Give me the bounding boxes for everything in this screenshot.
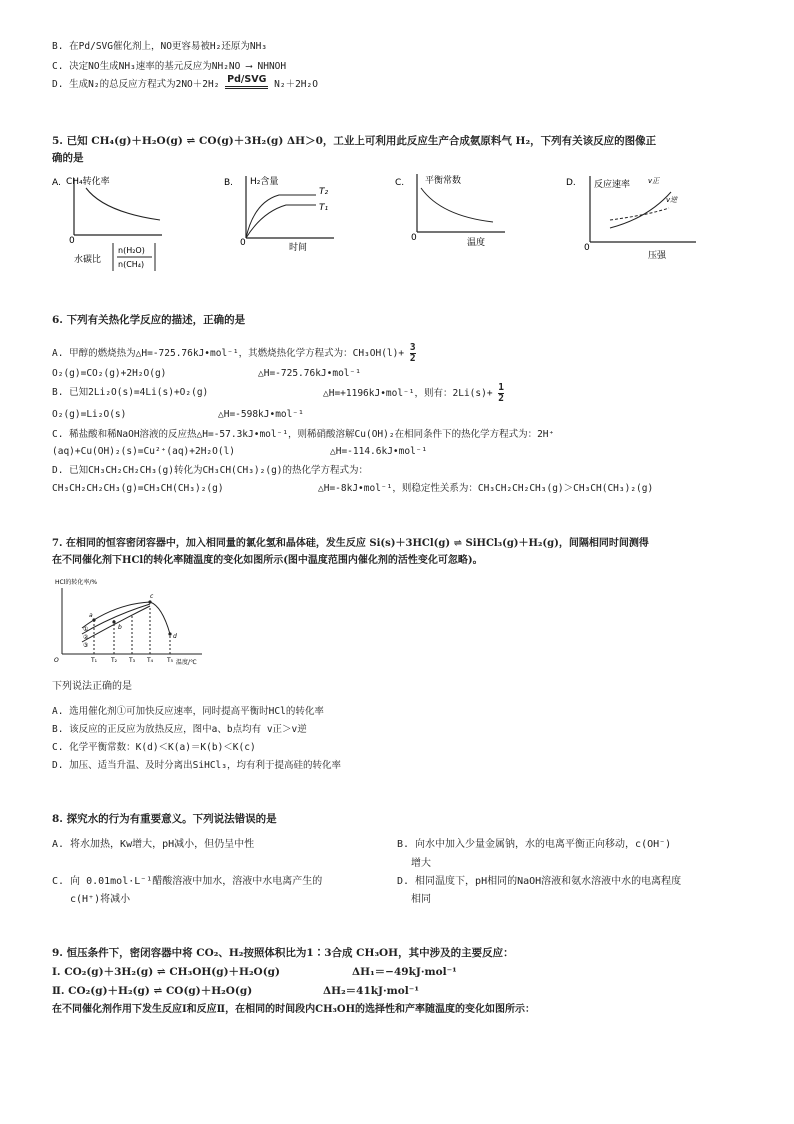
q6-b-frac-num: 1 [498,382,505,393]
q7-option-a: A. 选用催化剂①可加快反应速率，同时提高平衡时HCl的转化率 [52,706,324,717]
q5b-label: B. [224,178,234,188]
q7-tick-t5: T₅ [167,657,174,664]
q5a-frac-den: n(CH₄) [118,260,145,269]
option-d-suffix: N₂＋2H₂O [274,79,318,90]
q7-label-c: c [150,593,154,600]
q6-b-frac-den: 2 [498,393,505,404]
q5b-ylabel: H₂含量 [250,177,279,187]
q8-option-d2: 相同 [411,894,431,905]
q8-option-b2: 增大 [411,858,431,869]
option-d-prefix: D. 生成N₂的总反应方程式为2NO＋2H₂ [52,79,220,90]
q7-tick-t2: T₂ [111,657,118,664]
q6-b-dh-text: △H=+1196kJ•mol⁻¹，则有：2Li(s)+ [323,388,493,399]
q7-tick-t3: T₃ [129,657,136,664]
q6-a-frac [410,343,416,364]
q6-stem: 6. 下列有关热化学反应的描述，正确的是 [52,314,246,326]
option-c-prev: C. 决定NO生成NH₃速率的基元反应为NH₂NO ⟶ NHNOH [52,61,287,72]
q5a-origin: 0 [69,236,75,246]
q7-point-c [148,600,151,603]
q5c-curve [421,188,493,222]
q6-c-dh: △H=-114.6kJ•mol⁻¹ [330,446,428,457]
q5d-vrev: v逆 [666,196,678,204]
q5-graph-a [52,170,182,275]
q7-label-a: a [89,612,93,619]
q5-stem2: 确的是 [52,152,84,164]
q5b-t2: T₂ [319,187,329,197]
q5d-xlabel: 压强 [648,251,667,261]
q7-label-b: b [118,624,122,631]
q8-option-a: A. 将水加热，Kw增大，pH减小，但仍呈中性 [52,839,255,850]
q5-graph-d [566,170,706,265]
q7-xlabel: 温度/℃ [176,659,197,666]
q7-point-b [112,620,115,623]
q5c-origin: 0 [411,233,417,243]
q7-curve-2 [82,604,150,634]
q5d-origin: 0 [584,243,590,253]
q6-d-line2: CH₃CH₂CH₂CH₃(g)=CH₃CH(CH₃)₂(g) [52,483,224,494]
q5-graph-b [224,170,344,260]
q5b-curve-t2 [246,195,316,238]
option-b-prev: B. 在Pd/SVG催化剂上，NO更容易被H₂还原为NH₃ [52,41,268,52]
q7-curve-label-2: ② [83,634,89,641]
q7-tick-t1: T₁ [91,657,98,664]
q7-point-d [168,632,171,635]
q9-stem: 9. 恒压条件下，密闭容器中将 CO₂、H₂按照体积比为1∶3合成 CH₃OH，其中涉及的主要反应： [52,947,514,959]
q5c-ylabel: 平衡常数 [425,176,462,186]
q9-tail: 在不同催化剂作用下发生反应Ⅰ和反应Ⅱ，在相同的时间段内CH₃OH的选择性和产率随温度的变化如图所示： [52,1004,536,1015]
q5a-ylabel: CH₄转化率 [66,177,110,187]
q7-option-b: B. 该反应的正反应为放热反应，图中a、b点均有 v正＞v逆 [52,724,307,735]
option-d-prev [52,74,318,94]
q7-origin: O [54,657,59,664]
q7-curve-label-1: ① [83,626,89,633]
q5d-label: D. [566,178,576,188]
q6-b-frac [498,383,504,404]
q6-d-dh: △H=-8kJ•mol⁻¹，则稳定性关系为：CH₃CH₂CH₂CH₃(g)＞CH₃CH(CH₃)₂(g) [318,483,654,494]
q8-option-c1: C. 向 0.01mol·L⁻¹醋酸溶液中加水，溶液中水电离产生的 [52,876,323,887]
q8-stem: 8. 探究水的行为有重要意义。下列说法错误的是 [52,813,277,825]
q5-stem: 5. 已知 CH₄(g)＋H₂O(g) ⇌ CO(g)＋3H₂(g) ΔH＞0，工业上可利用此反应生产合成氨原料气 H₂，下列有关该反应的图像正 [52,135,657,147]
q7-option-c: C. 化学平衡常数：K(d)＜K(a)＝K(b)＜K(c) [52,742,256,753]
q5d-ylabel: 反应速率 [594,180,631,190]
q6-b-line2: O₂(g)=Li₂O(s) [52,409,127,420]
q6-b-dh1 [323,383,504,404]
q5a-frac-num: n(H₂O) [118,246,145,255]
q6-a-frac-den: 2 [409,353,416,364]
q6-b-dh2: △H=-598kJ•mol⁻¹ [218,409,304,420]
q8-option-d1: D. 相同温度下，pH相同的NaOH溶液和氨水溶液中水的电离程度 [397,876,682,887]
q6-a-frac-num: 3 [409,342,416,353]
q6-a-line1 [52,343,416,364]
q9-reaction-2: Ⅱ. CO₂(g)＋H₂(g) ⇌ CO(g)＋H₂O(g) [52,985,253,997]
q5-graph-c [395,170,515,260]
q9-reaction-1: Ⅰ. CO₂(g)＋3H₂(g) ⇌ CH₃OH(g)＋H₂O(g) [52,966,280,978]
q7-label-d: d [173,633,177,640]
catalyst-label: Pd/SVG [225,73,268,89]
q5d-vfwd: v正 [648,177,660,185]
q7-curve-label-3: ③ [83,642,89,649]
q5b-origin: 0 [240,238,246,248]
q5d-curve-rev [610,208,669,220]
q9-dh-1: ΔH₁＝−49kJ·mol⁻¹ [352,966,457,978]
q6-d-line1: D. 已知CH₃CH₂CH₂CH₃(g)转化为CH₃CH(CH₃)₂(g)的热化学方程式为： [52,465,369,476]
q5a-curve [86,188,160,220]
q7-stem2: 在不同催化剂下HCl的转化率随温度的变化如图所示(图中温度范围内催化剂的活性变化可忽略)。 [52,555,483,566]
q7-option-d: D. 加压、适当升温、及时分离出SiHCl₃，均有利于提高硅的转化率 [52,760,341,771]
q9-dh-2: ΔH₂＝41kJ·mol⁻¹ [323,985,419,997]
q6-a-line2: O₂(g)=CO₂(g)+2H₂O(g) [52,368,167,379]
q7-tick-t4: T₄ [147,657,154,664]
q8-option-b1: B. 向水中加入少量金属钠，水的电离平衡正向移动，c(OH⁻) [397,839,672,850]
q6-a-dh: △H=-725.76kJ•mol⁻¹ [258,368,361,379]
q7-stem: 7. 在相同的恒容密闭容器中，加入相同量的氯化氢和晶体硅，发生反应 Si(s)＋3HCl(g) ⇌ SiHCl₃(g)＋H₂(g)，间隔相同时间测得 [52,538,649,549]
q6-a-text: A. 甲醇的燃烧热为△H=-725.76kJ•mol⁻¹，其燃烧热化学方程式为：CH₃OH(l)+ [52,348,405,359]
q7-point-a [92,618,95,621]
q7-lead: 下列说法正确的是 [52,681,132,692]
q8-option-c2: c(H⁺)将减小 [70,894,131,905]
q5b-t1: T₁ [319,203,329,213]
q6-b-line1: B. 已知2Li₂O(s)=4Li(s)+O₂(g) [52,387,209,398]
q6-c-line2: (aq)+Cu(OH)₂(s)=Cu²⁺(aq)+2H₂O(l) [52,446,236,457]
q5b-xlabel: 时间 [289,243,308,253]
q6-c-line1: C. 稀盐酸和稀NaOH溶液的反应热△H=-57.3kJ•mol⁻¹，则稀硝酸溶解Cu(OH)₂在相同条件下的热化学方程式为：2H⁺ [52,429,555,440]
q5a-xlabel: 水碳比 [74,255,102,265]
q5a-label: A. [52,178,61,188]
q5c-xlabel: 温度 [467,238,486,248]
q7-ylabel: HCl的转化率/% [55,579,98,586]
q7-graph [52,574,212,669]
q5b-curve-t1 [246,205,316,238]
q5c-label: C. [395,178,405,188]
